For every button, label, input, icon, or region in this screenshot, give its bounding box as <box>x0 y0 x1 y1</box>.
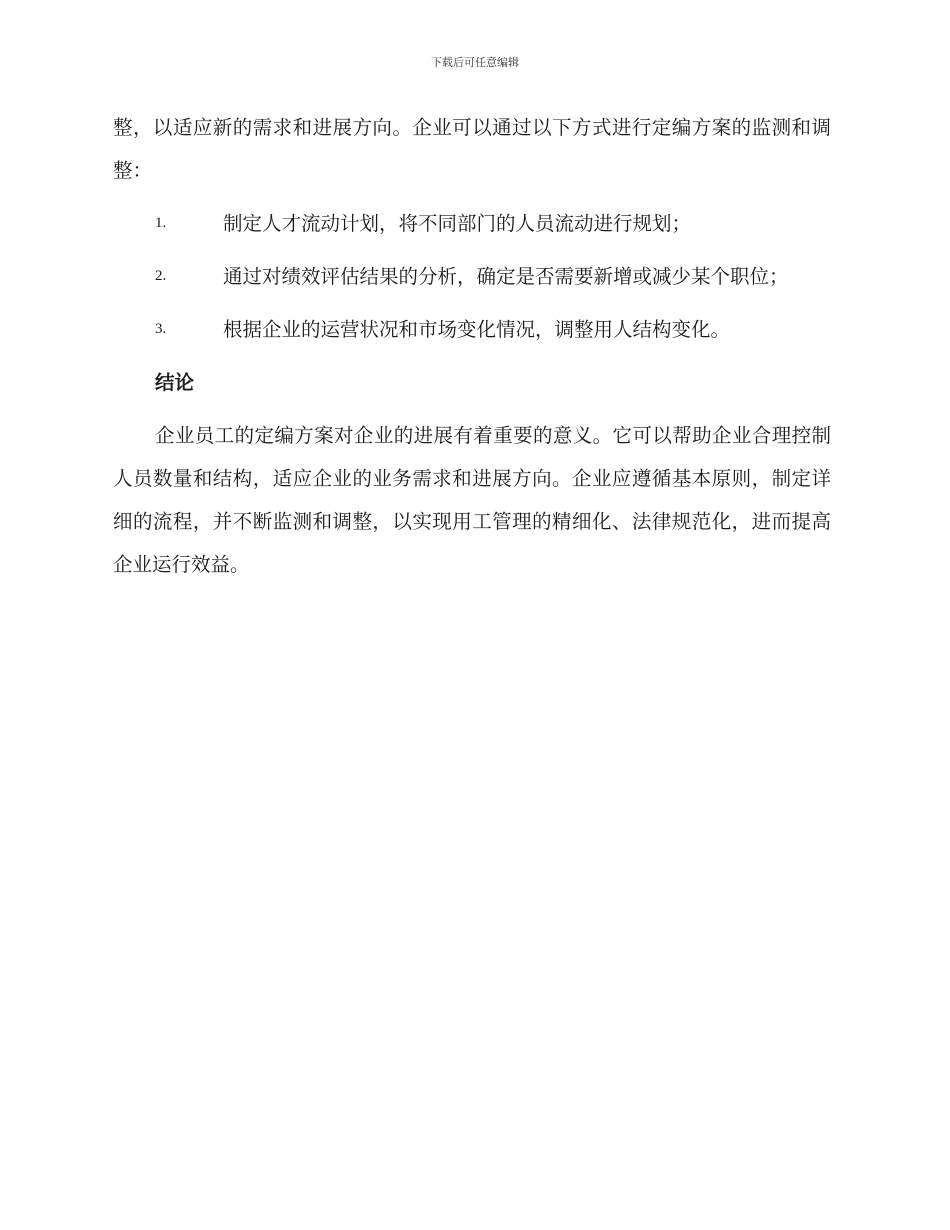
list-item <box>113 202 831 245</box>
section-heading: 结论 <box>155 371 195 394</box>
list-text: 根据企业的运营状况和市场变化情况，调整用人结构变化。 <box>223 318 731 341</box>
list-text: 通过对绩效评估结果的分析，确定是否需要新增或减少某个职位； <box>223 265 789 288</box>
list-number: 1. <box>155 215 167 231</box>
conclusion-paragraph: 企业员工的定编方案对企业的进展有着重要的意义。它可以帮助企业合理控制人员数量和结构，适应企业的业务需求和进展方向。企业应遵循基本原则，制定详细的流程，并不断监测和调整，以实现用工管理的精细化、法律规范化，进而提高企业运行效益。 <box>113 424 831 576</box>
document-body <box>113 106 831 586</box>
list-number: 3. <box>155 321 167 337</box>
list-item <box>113 255 831 298</box>
list-item <box>113 308 831 351</box>
list-text: 制定人才流动计划，将不同部门的人员流动进行规划； <box>223 212 692 235</box>
intro-paragraph: 整，以适应新的需求和进展方向。企业可以通过以下方式进行定编方案的监测和调整： <box>113 116 831 182</box>
page-header: 下载后可任意编辑 <box>431 56 519 69</box>
list-number: 2. <box>155 268 167 284</box>
